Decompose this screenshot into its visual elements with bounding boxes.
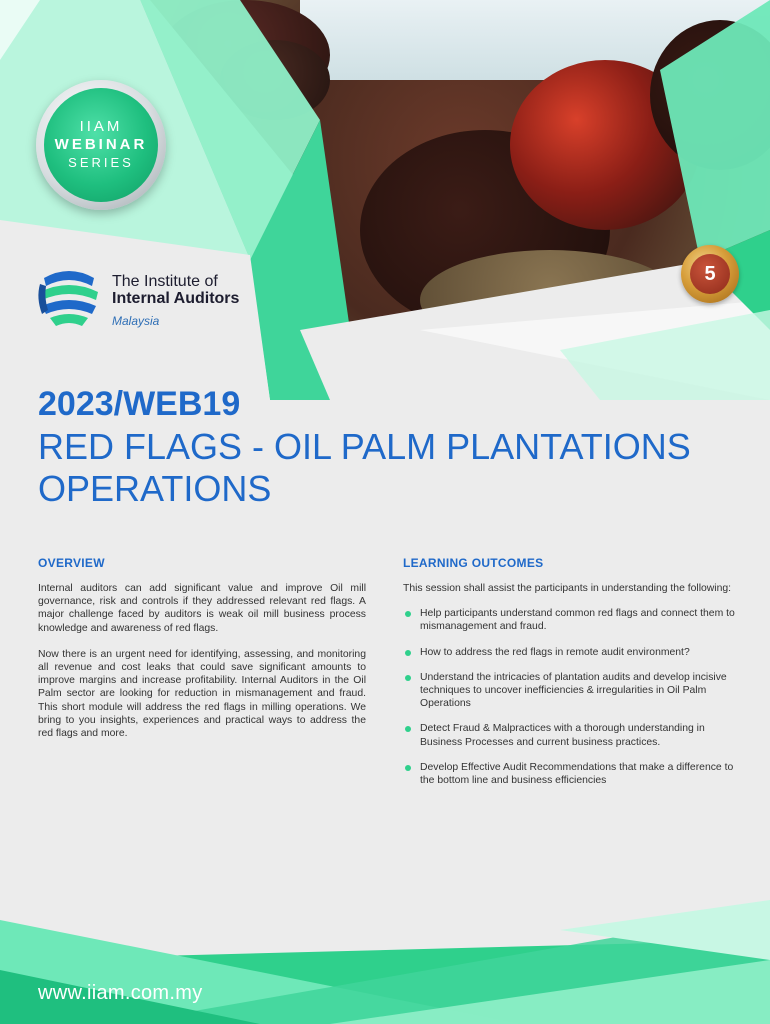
outcomes-intro: This session shall assist the participants in understanding the following: (403, 583, 732, 594)
logo-country: Malaysia (112, 314, 160, 328)
outcomes-list (403, 607, 738, 787)
anniversary-medal-icon (681, 245, 739, 303)
outcome-text: Develop Effective Audit Recommendations that make a difference to the bottom line and business efficiencies (420, 761, 734, 787)
iia-malaysia-logo (36, 266, 296, 336)
outcome-text: Help participants understand common red flags and connect them to mismanagement and fraud. (420, 608, 735, 633)
bullet-icon (405, 765, 411, 771)
outcome-item (403, 671, 738, 711)
bullet-icon (405, 611, 411, 617)
badge-line-3: SERIES (68, 155, 134, 170)
outcome-text: Detect Fraud & Malpractices with a thorough understanding in Business Processes and current business practices. (420, 723, 705, 748)
outcome-text: Understand the intricacies of plantation audits and develop incisive techniques to uncover inefficiencies & irregularities in Oil Palm Operations (420, 671, 727, 710)
footer-decoration (0, 900, 770, 1024)
badge-line-1: IIAM (79, 118, 123, 135)
iia-globe-icon (36, 268, 102, 330)
logo-line-1: The Institute of (112, 273, 218, 290)
overview-paragraph: Internal auditors can add significant value and improve Oil mill governance, risk and controls if they addressed relevant red flags. A major challenge faced by auditors is weak oil mill business process knowledge and awareness of red flags. (38, 583, 366, 634)
logo-line-2: Internal Auditors (112, 290, 240, 307)
bullet-icon (405, 726, 411, 732)
overview-section (38, 556, 366, 753)
badge-line-2: WEBINAR (54, 136, 148, 153)
bullet-icon (405, 675, 411, 681)
outcome-item (403, 607, 738, 633)
learning-outcomes-section (403, 556, 738, 799)
webinar-code: 2023/WEB19 (38, 385, 241, 423)
outcome-item (403, 646, 738, 659)
outcome-item (403, 761, 738, 787)
website-url[interactable]: www.iiam.com.my (38, 982, 203, 1004)
outcomes-heading: LEARNING OUTCOMES (403, 556, 544, 570)
overview-heading: OVERVIEW (38, 556, 105, 570)
overview-paragraph: Now there is an urgent need for identifying, assessing, and monitoring all revenue and cost leaks that could save significant amounts to improve margins and increase profitability. Internal Auditors in the Oil Palm sector are looking for reduction in mismanagement and fraud. This short module will address the red flags in milling operations. We bring to you insights, experiences and practical ways to address the red flags and more. (38, 648, 366, 740)
outcome-text: How to address the red flags in remote audit environment? (420, 646, 690, 658)
bullet-icon (405, 650, 411, 656)
webinar-series-badge (36, 80, 166, 210)
outcome-item (403, 722, 738, 748)
webinar-title: RED FLAGS - OIL PALM PLANTATIONS OPERATIONS (38, 426, 691, 509)
medal-number: 5 (690, 254, 730, 294)
